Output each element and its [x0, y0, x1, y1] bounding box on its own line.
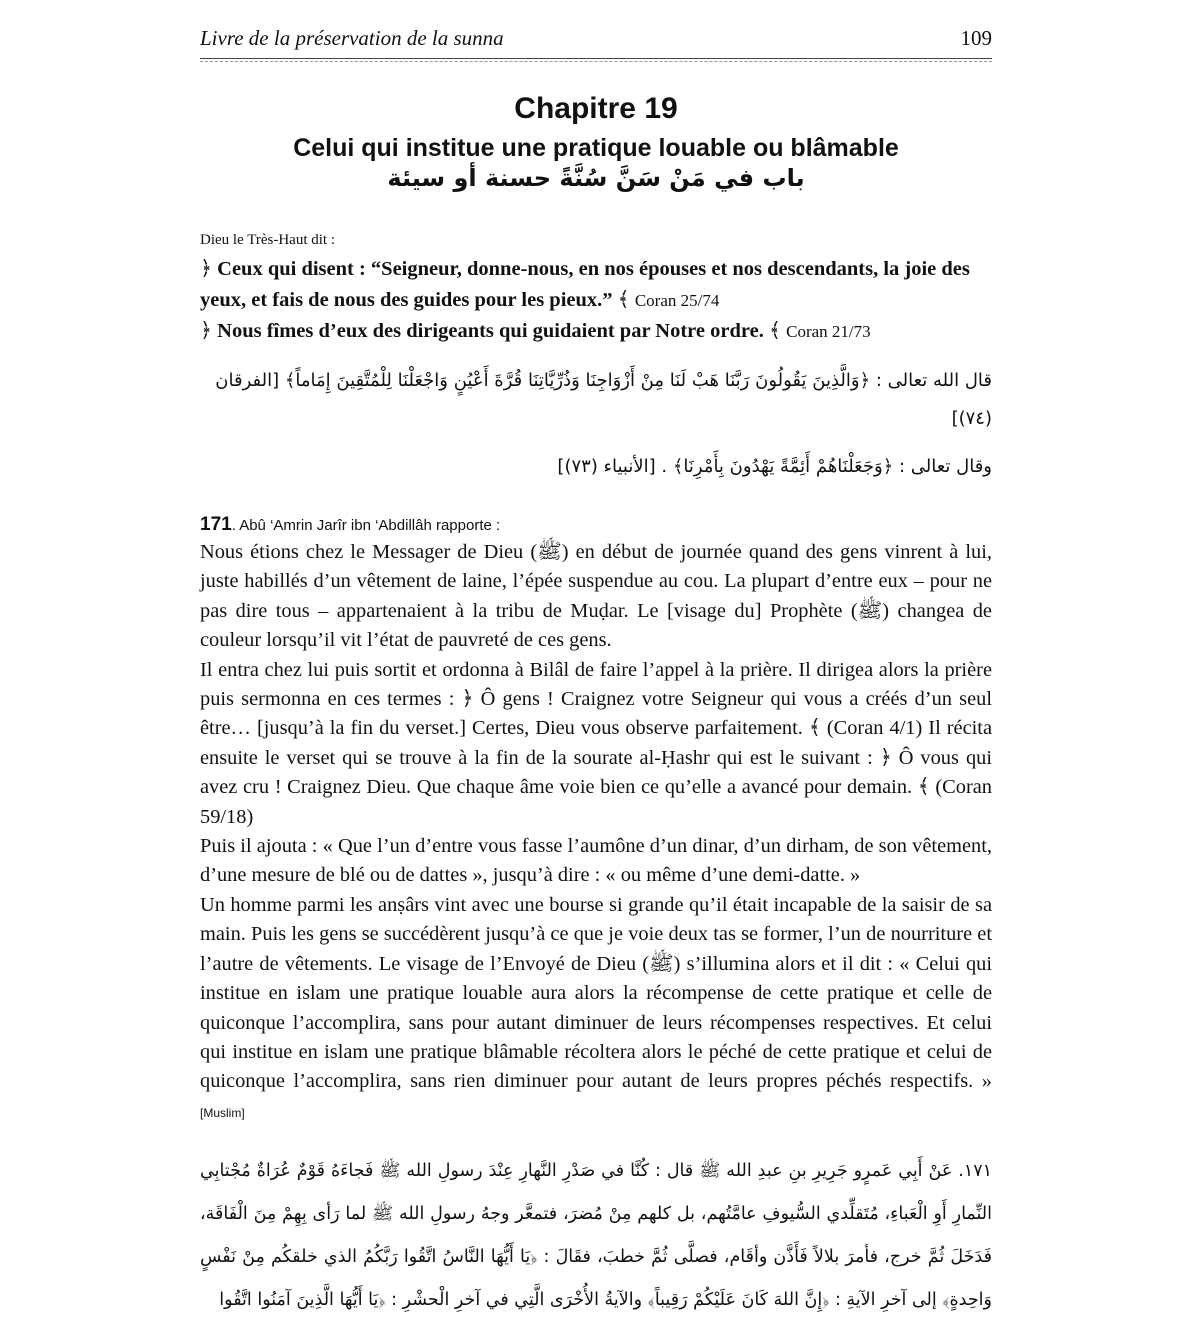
verse-reference: Coran 21/73 [786, 322, 871, 341]
verse-close-ornament: ﴾ [768, 320, 781, 342]
arabic-verse: قال الله تعالى : ﴿وَالَّذِينَ يَقُولُونَ رَبَّنَا هَبْ لَنَا مِنْ أَزْوَاجِنَا وَذُرِّيَّاتِنَا قُرَّةَ أَعْيُنٍ وَاجْعَلْنَا لِلْمُتَّقِينَ إِمَاماً﴾ [الفرقان (٧٤)] [215, 370, 992, 429]
intro-line: Dieu le Très-Haut dit : [200, 232, 335, 248]
header-rule [200, 58, 992, 59]
hadith-paragraph [200, 891, 992, 1128]
running-title: Livre de la préservation de la sunna [200, 26, 504, 50]
verse-open-ornament: ﴿ [200, 320, 213, 342]
page-header [200, 26, 992, 60]
hadith-number: 171 [200, 514, 232, 535]
hadith-paragraph-text: Un homme parmi les anṣârs vint avec une bourse si grande qu’il était incapable de la saisir de sa main. Puis les gens se succédèrent jusqu’à ce que je voie deux tas se former, l’un de nourriture et l’autre de vêtements. Le visage de l’Envoyé de Dieu (ﷺ) s’illumina alors et il dit : « Celui qui institue en islam une pratique louable aura alors la récompense de cette pratique et celle de quiconque l’accomplira, sans pour autant diminuer de leurs récompenses respectives. Et celui qui institue en islam une pratique blâmable récoltera alors le péché de cette pratique et celui de quiconque l’accomplira, sans rien diminuer pour autant de leurs propres péchés respectifs. » [200, 893, 992, 1093]
chapter-title: Celui qui institue une pratique louable ou blâmable [293, 134, 899, 162]
hadith-paragraph: Il entra chez lui puis sortit et ordonna à Bilâl de faire l’appel à la prière. Il dirigea alors la prière puis sermonna en ces termes : ﴿ Ô gens ! Craignez votre Seigneur qui vous a créés d’un seul être… [jusqu’à la fin du verset.] Certes, Dieu vous observe parfaitement. ﴾ (Coran 4/1) Il récita ensuite le verset qui se trouve à la fin de la sourate al-Ḥashr qui est le suivant : ﴿ Ô vous qui avez cru ! Craignez Dieu. Que chaque âme voie bien ce qu’elle a avancé pour demain. ﴾ (Coran 59/18) [200, 658, 992, 828]
hadith-paragraph: Nous étions chez le Messager de Dieu (ﷺ) en début de journée quand des gens vinrent à lui, juste habillés d’un vêtement de laine, l’épée suspendue au cou. La plupart d’entre eux – pour ne pas dire tous – appartenaient à la tribu de Muḍar. Le [visage du] Prophète (ﷺ) changea de couleur lorsqu’il vit l’état de pauvreté de ces gens. [200, 541, 992, 652]
chapter-number: Chapitre 19 [514, 92, 678, 125]
quran-verse [200, 316, 992, 347]
verse-open-ornament: ﴿ [200, 258, 213, 280]
hadith-narrator: . Abû ‘Amrin Jarîr ibn ‘Abdillâh rapporte : [231, 517, 501, 534]
hadith-text [200, 538, 992, 1128]
verse-close-ornament: ﴾ [617, 289, 630, 311]
page-number: 109 [960, 26, 992, 50]
chapter-arabic-title: باب في مَنْ سَنَّ سُنَّةً حسنة أو سيئة [387, 164, 805, 192]
header-rule-dashed [200, 61, 992, 62]
arabic-hadith-text: ١٧١. عَنْ أَبِي عَمرٍو جَرِيرِ بنِ عبدِ الله ﷺ قال : كُنَّا في صَدْرِ النَّهارِ عِنْدَ رسولِ الله ﷺ فَجاءَهُ قَوْمٌ عُرَاةٌ مُجْتابِي النِّمارِ أَوِ الْعَباءِ، مُتَقلِّدي السُّيوفِ عامَّتُهم، بل كلهم مِنْ مُضرَ، فتمعَّر وجهُ رسولِ الله ﷺ لما رَأى بِهِمْ مِنَ الْفَاقَة، فَدَخَلَ ثُمَّ خرج، فأمرَ بلالاً فَأَذَّن وأقَام، فصلَّى ثُمَّ خطبَ، فقَالَ : ﴿يَا أَيُّهَا النَّاسُ اتَّقُوا رَبَّكُمُ الذي خلقكُم مِنْ نَفْسٍ وَاحِدةٍ﴾ إلى آخرِ الآيةِ : ﴿إِنَّ اللهَ كَانَ عَلَيْكُمْ رَقِيباً﴾ والآيةُ الأُخْرَى الَّتِي في آخرِ الْحشْرِ : ﴿يَا أَيُّهَا الَّذِينَ آمَنُوا اتَّقُوا [200, 1161, 992, 1310]
quran-verse [200, 254, 992, 316]
verse-text: Nous fîmes d’eux des dirigeants qui guidaient par Notre ordre. [217, 320, 764, 342]
verse-text: Ceux qui disent : “Seigneur, donne-nous, en nos épouses et nos descendants, la joie des yeux, et fais de nous des guides pour les pieux.” [200, 258, 970, 311]
hadith-source: [Muslim] [200, 1105, 245, 1120]
hadith-heading [200, 514, 500, 536]
hadith-paragraph: Puis il ajouta : « Que l’un d’entre vous fasse l’aumône d’un dinar, d’un dirham, de son vêtement, d’une mesure de blé ou de dattes », jusqu’à dire : « ou même d’une demi-datte. » [200, 835, 992, 887]
arabic-verse: وقال تعالى : ﴿وَجَعَلْنَاهُمْ أَئِمَّةً يَهْدُونَ بِأَمْرِنَا﴾ . [الأنبياء (٧٣)] [557, 456, 992, 477]
verse-reference: Coran 25/74 [634, 291, 720, 310]
